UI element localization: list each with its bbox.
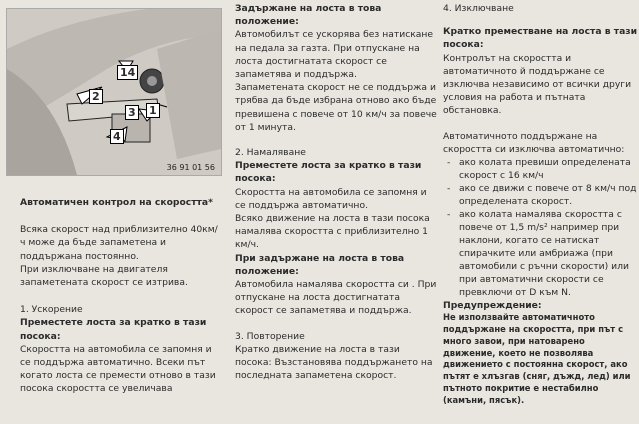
section-4-subtitle: Кратко преместване на лоста в тази посока: bbox=[443, 26, 638, 51]
section-2-body-2: Всяко движение на лоста в тази посока намалява скоростта с приблизително 1 км/ч. bbox=[235, 213, 430, 251]
list-item: - ако колата намалява скоростта с повече от 1,5 m/s² например при наклони, когато се натискат спирачките или амбриажа (при автомобили с ръчни скорости) или при автоматични скорости се превключи от D към N. bbox=[459, 208, 639, 299]
intro-paragraph-2: При изключване на двигателя запаметената скорост се изтрива. bbox=[20, 263, 188, 289]
callout-4: 4 bbox=[110, 129, 124, 144]
list-item: - ако се движи с повече от 8 км/ч под определената скорост. bbox=[459, 182, 639, 208]
warning-title: Предупреждение: bbox=[443, 300, 542, 312]
warning-body: Не използвайте автоматичното поддържане на скоростта, при път с много завои, при натоварено движение, което не позволява движението с постоянна скорост, ако пътят е хлъзгав (сняг, дъжд, лед) или пътното покритие е нестабилно (камъни, пясък). bbox=[443, 312, 631, 405]
section-2-subtitle: Преместете лоста за кратко в тази посока: bbox=[235, 160, 422, 185]
column-3 bbox=[443, 2, 639, 407]
section-1-subtitle: Преместете лоста за кратко в тази посока: bbox=[20, 317, 207, 342]
section-1-body: Скоростта на автомобила се запомня и се поддържа автоматично. Всеки път когато лоста се премести отново в тази посока скоростта се увеличава bbox=[20, 343, 216, 395]
column-1 bbox=[20, 196, 220, 396]
section-2-body-1: Скоростта на автомобила се запомня и се поддържа автоматично. bbox=[235, 186, 427, 211]
callout-1: 1 bbox=[146, 103, 160, 118]
callout-2: 2 bbox=[89, 89, 103, 104]
callout-3: 3 bbox=[125, 105, 139, 120]
section-title-cruise-control: Автоматичен контрол на скоростта* bbox=[20, 197, 213, 208]
section-4-title: 4. Изключване bbox=[443, 3, 514, 14]
block-2-body: Автомобила намалява скоростта си . При отпускане на лоста достигнатата скорост се запаметява и поддържа. bbox=[235, 279, 437, 317]
steering-column-illustration bbox=[7, 9, 221, 175]
block-2-title: При задържане на лоста в това положение: bbox=[235, 252, 405, 277]
block-1-body-2: Запаметената скорост не се поддържа и трябва да бъде избрана отново ако бъде превишена с повече от 10 км/ч за повече от 1 минута. bbox=[235, 82, 437, 133]
list-item: - ако колата превиши определената скорост с 16 км/ч bbox=[459, 156, 639, 182]
section-2-title: 2. Намаляване bbox=[235, 147, 306, 159]
block-1-title: Задържане на лоста в това положение: bbox=[235, 3, 382, 28]
auto-off-intro: Автоматичното поддържане на скоростта си изключва автоматично: bbox=[443, 130, 625, 155]
block-1-body-1: Автомобилът се ускорява без натискане на педала за газта. При отпускане на лоста достигнатата скорост се запаметява и поддържа. bbox=[235, 29, 434, 81]
section-1-title: 1. Ускорение bbox=[20, 304, 83, 316]
callout-14: 14 bbox=[117, 65, 138, 80]
intro-paragraph-1: Всяка скорост над приблизително 40км/ч може да бъде запаметена и поддържана постоянно. bbox=[20, 224, 218, 262]
auto-off-list bbox=[443, 156, 639, 299]
figure-code: 36 91 01 56 bbox=[166, 163, 215, 172]
column-2 bbox=[235, 2, 437, 382]
section-4-body: Контролът на скоростта и автоматичното й поддържане се изключва независимо от всички други условия на работа и пътната обстановка. bbox=[443, 52, 632, 117]
lever-figure bbox=[6, 8, 222, 176]
section-3-body: Кратко движение на лоста в тази посока: Възстановява поддържането на последната запаметена скорост. bbox=[235, 343, 433, 382]
section-3-title: 3. Повторение bbox=[235, 330, 305, 342]
